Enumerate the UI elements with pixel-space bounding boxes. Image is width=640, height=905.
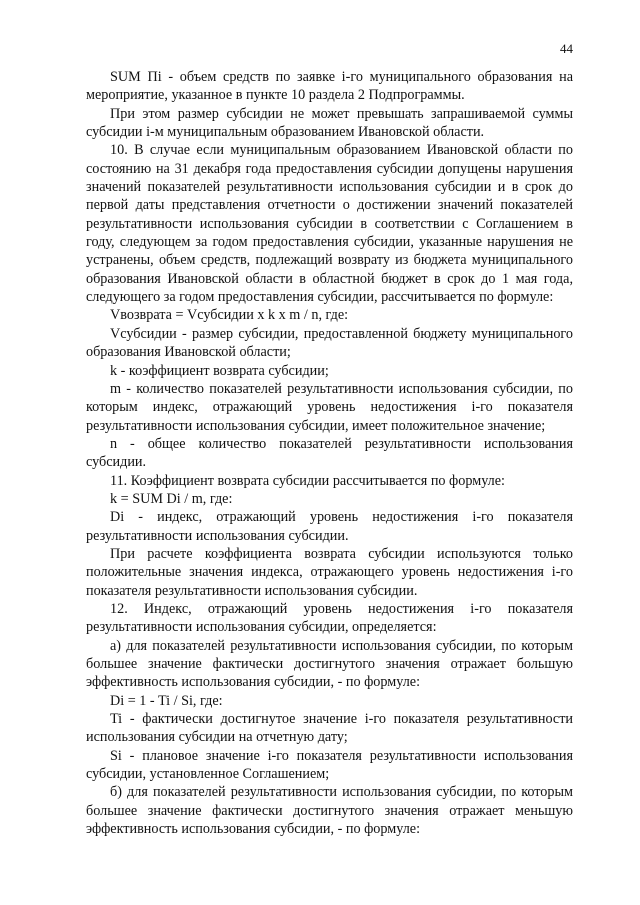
paragraph-item-11: 11. Коэффициент возврата субсидии рассчитывается по формуле: [110, 472, 505, 489]
definition-si: Si - плановое значение i-го показателя результативности использования субсидии, установленное Соглашением; [86, 747, 573, 783]
paragraph-positive-values: При расчете коэффициента возврата субсидии используются только положительные значения индекса, отражающего уровень недостижения i-го показателя результативности использования субсидии. [86, 545, 573, 599]
paragraph-item-12: 12. Индекс, отражающий уровень недостижения i-го показателя результативности использования субсидии, определяется: [86, 600, 573, 636]
page-number: 44 [560, 41, 573, 56]
definition-m: m - количество показателей результативности использования субсидии, по которым индекс, отражающий уровень недостижения i-го показателя результативности использования субсидии, имеет положительное значение; [86, 380, 573, 434]
definition-n: n - общее количество показателей результативности использования субсидии. [86, 435, 573, 471]
document-body [86, 68, 573, 838]
definition-di: Di - индекс, отражающий уровень недостижения i-го показателя результативности использования субсидии. [86, 509, 573, 544]
paragraph-item-12a: а) для показателей результативности использования субсидии, по которым большее значение фактически достигнутого значения отражает большую эффективность использования субсидии, - по формуле: [86, 637, 573, 691]
definition-v-subsidy: Vсубсидии - размер субсидии, предоставленной бюджету муниципального образования Ивановской области; [86, 325, 573, 361]
definition-k: k - коэффициент возврата субсидии; [110, 362, 329, 379]
formula-refund-volume: Vвозврата = Vсубсидии x k x m / n, где: [110, 307, 349, 324]
definition-ti: Ti - фактически достигнутое значение i-го показателя результативности использования субсидии на отчетную дату; [86, 711, 573, 746]
paragraph-subsidy-limit: При этом размер субсидии не может превышать запрашиваемой суммы субсидии i-м муниципальным образованием Ивановской области. [86, 105, 573, 141]
formula-k: k = SUM Di / m, где: [110, 490, 233, 507]
formula-di: Di = 1 - Ti / Si, где: [110, 692, 223, 709]
paragraph-item-12b: б) для показателей результативности использования субсидии, по которым большее значение фактически достигнутого значения отражает меньшую эффективность использования субсидии, - по формуле: [86, 784, 573, 838]
paragraph-item-10: 10. В случае если муниципальным образованием Ивановской области по состоянию на 31 декабря года предоставления субсидии допущены нарушения значений показателей результативности использования субсидии и в срок до первой даты представления отчетности о достижении значений показателей результативности использования субсидии в соответствии с Соглашением в году, следующем за годом предоставления субсидии, указанные нарушения не устранены, объем средств, подлежащий возврату из бюджета муниципального образования Ивановской области в областной бюджет в срок до 1 мая года, следующего за годом предоставления субсидии, рассчитывается по формуле: [86, 142, 573, 306]
paragraph-sum-pi: SUM Пi - объем средств по заявке i-го муниципального образования на мероприятие, указанное в пункте 10 раздела 2 Подпрограммы. [86, 69, 573, 104]
